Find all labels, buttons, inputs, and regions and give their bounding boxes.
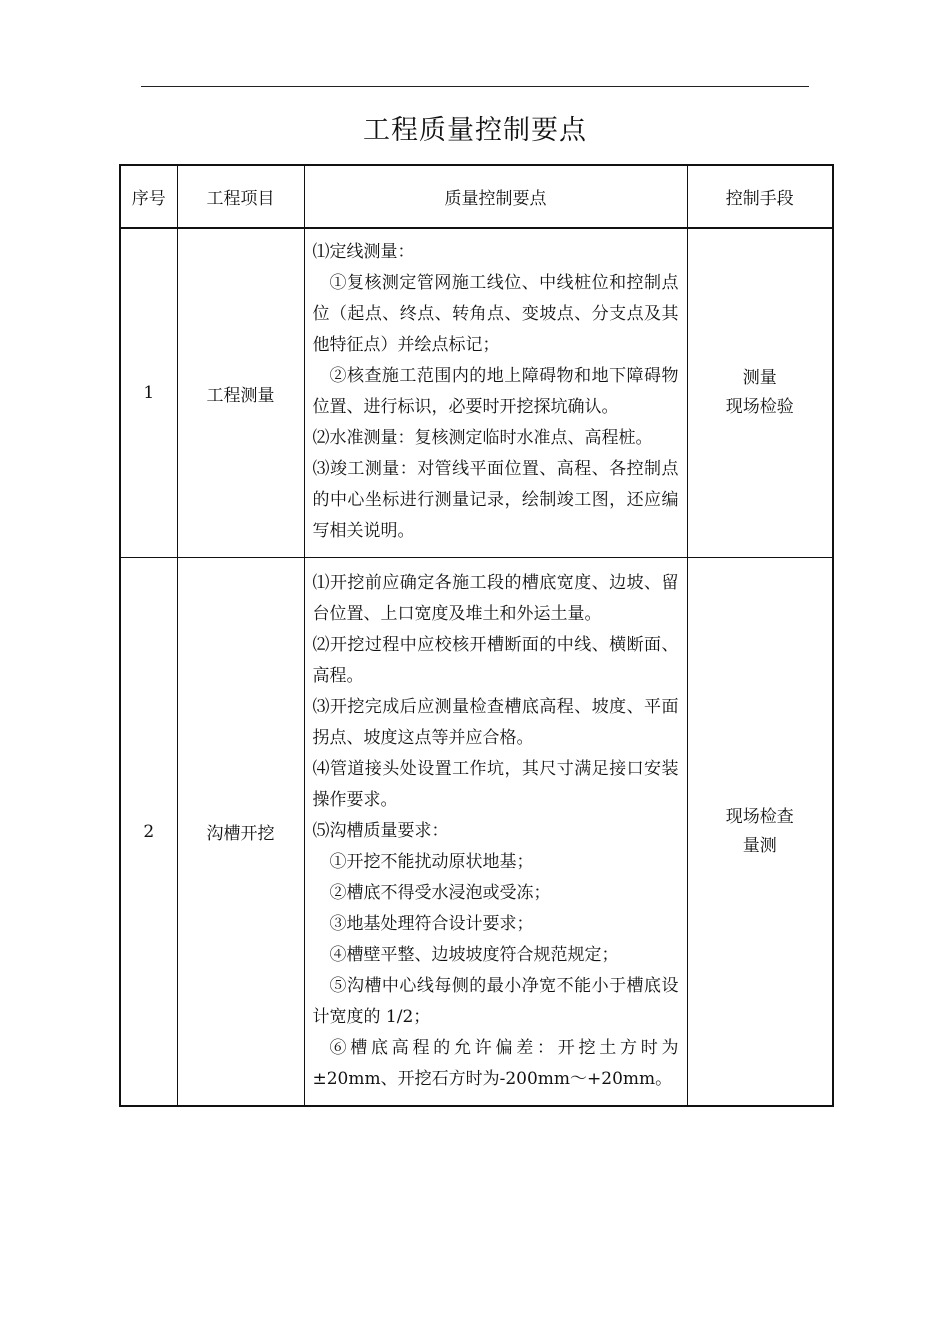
page-title: 工程质量控制要点 xyxy=(363,115,587,146)
point-line: ③地基处理符合设计要求； xyxy=(329,914,534,934)
point-line: ⑷管道接头处设置工作坑，其尺寸满足接口安装操作要求。 xyxy=(312,759,679,810)
point-line: ⑵水准测量：复核测定临时水准点、高程桩。 xyxy=(312,428,653,448)
point-line: ④槽壁平整、边坡坡度符合规范规定； xyxy=(329,945,619,965)
point-line: ①开挖不能扰动原状地基； xyxy=(329,852,534,872)
point-line: ⑴定线测量： xyxy=(312,242,415,262)
row-no: 2 xyxy=(120,558,177,1107)
row-means xyxy=(687,228,833,558)
row-item: 工程测量 xyxy=(177,228,304,558)
table-row xyxy=(120,558,833,1107)
point-line: ⑸沟槽质量要求： xyxy=(312,821,449,841)
header-no: 序号 xyxy=(120,165,177,228)
row-item: 沟槽开挖 xyxy=(177,558,304,1107)
point-line: ⑶竣工测量：对管线平面位置、高程、各控制点的中心坐标进行测量记录，绘制竣工图，还应编写相关说明。 xyxy=(312,459,679,541)
point-line: ①复核测定管网施工线位、中线桩位和控制点位（起点、终点、转角点、变坡点、分支点及其他特征点）并绘点标记； xyxy=(312,273,679,355)
header-means: 控制手段 xyxy=(687,165,833,228)
point-line: ⑴开挖前应确定各施工段的槽底宽度、边坡、留台位置、上口宽度及堆土和外运土量。 xyxy=(312,573,679,624)
point-line: ⑵开挖过程中应校核开槽断面的中线、横断面、高程。 xyxy=(312,635,679,686)
row-points xyxy=(304,228,687,558)
point-line: ②核查施工范围内的地上障碍物和地下障碍物位置、进行标识，必要时开挖探坑确认。 xyxy=(312,366,679,417)
means-line: 测量 xyxy=(742,368,777,388)
header-item: 工程项目 xyxy=(177,165,304,228)
quality-control-table xyxy=(119,164,834,1107)
means-line: 现场检验 xyxy=(725,397,794,417)
means-line: 量测 xyxy=(742,835,777,856)
row-means xyxy=(687,558,833,1107)
header-rule xyxy=(141,86,809,87)
header-points: 质量控制要点 xyxy=(304,165,687,228)
point-line: ⑤沟槽中心线每侧的最小净宽不能小于槽底设计宽度的 1/2； xyxy=(312,976,679,1027)
table-row xyxy=(120,228,833,558)
row-points xyxy=(304,558,687,1107)
point-line: ⑥槽底高程的允许偏差：开挖土方时为±20mm、开挖石方时为-200mm～+20mm。 xyxy=(312,1038,679,1089)
row-no: 1 xyxy=(120,228,177,558)
point-line: ②槽底不得受水浸泡或受冻； xyxy=(329,883,551,903)
point-line: ⑶开挖完成后应测量检查槽底高程、坡度、平面拐点、坡度这点等并应合格。 xyxy=(312,697,679,748)
table-header-row xyxy=(120,165,833,228)
means-line: 现场检查 xyxy=(725,806,794,827)
